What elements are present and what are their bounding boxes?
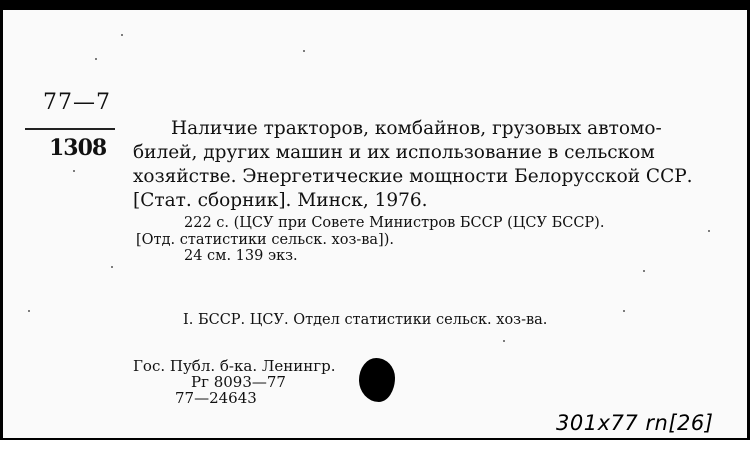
library-stamp bbox=[133, 358, 335, 406]
speck bbox=[121, 34, 123, 36]
speck bbox=[111, 266, 113, 268]
library-line: Рг 8093—77 bbox=[191, 373, 286, 391]
speck bbox=[73, 170, 75, 172]
handwritten-note: 301x77 rn[26] bbox=[556, 411, 714, 435]
ink-blot bbox=[359, 358, 395, 402]
speck bbox=[303, 50, 305, 52]
bottom-strip bbox=[0, 440, 750, 461]
main-line: хозяйстве. Энергетические мощности Белорусской ССР. bbox=[133, 166, 693, 187]
speck bbox=[708, 230, 710, 232]
classification-rule bbox=[25, 128, 115, 130]
subject-tracing: I. БССР. ЦСУ. Отдел статистики сельск. хоз-ва. bbox=[183, 312, 548, 328]
classification-top: 77—7 bbox=[43, 90, 111, 115]
speck bbox=[95, 58, 97, 60]
speck bbox=[623, 310, 625, 312]
speck bbox=[503, 340, 505, 342]
main-line: билей, других машин и их использование в сельском bbox=[133, 142, 655, 163]
classification-number: 1308 bbox=[49, 135, 107, 161]
speck bbox=[28, 310, 30, 312]
collation-line: 24 см. 139 экз. bbox=[184, 248, 298, 264]
speck bbox=[643, 270, 645, 272]
catalog-card bbox=[3, 10, 747, 438]
main-entry bbox=[133, 117, 693, 213]
main-line: [Стат. сборник]. Минск, 1976. bbox=[133, 190, 428, 211]
collation-line: 222 с. (ЦСУ при Совете Министров БССР (ЦСУ БССР). bbox=[184, 215, 605, 231]
main-line: Наличие тракторов, комбайнов, грузовых автомо- bbox=[171, 118, 662, 139]
collation-line: [Отд. статистики сельск. хоз-ва]). bbox=[136, 232, 394, 248]
library-line: Гос. Публ. б-ка. Ленингр. bbox=[133, 357, 336, 375]
library-line: 77—24643 bbox=[175, 389, 257, 407]
